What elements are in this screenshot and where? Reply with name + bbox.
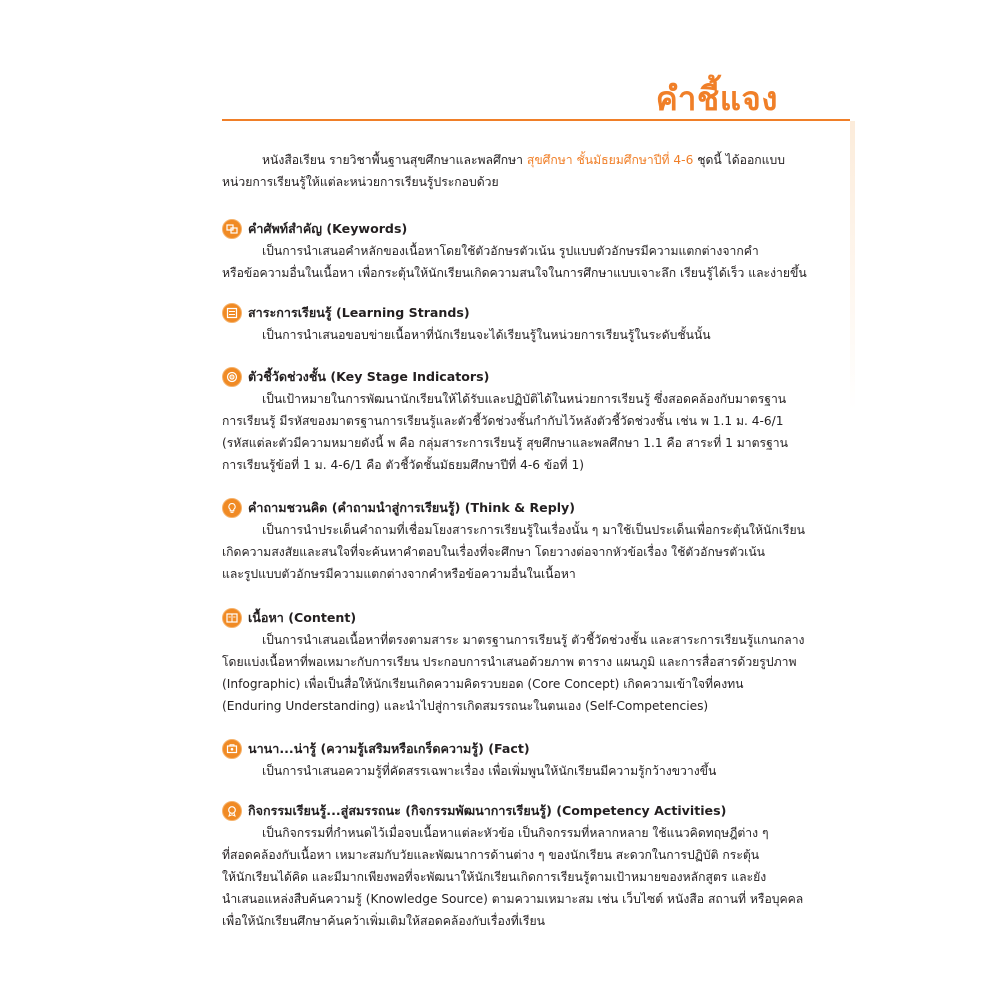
section-heading-row: [222, 607, 802, 629]
section-text-line: เป็นการนำเสนอความรู้ที่คัดสรรเฉพาะเรื่อง เพื่อเพิ่มพูนให้นักเรียนมีความรู้กว้างขวางขึ้น: [262, 764, 717, 778]
section-heading: สาระการเรียนรู้ (Learning Strands): [248, 305, 470, 320]
section-heading-row: [222, 218, 802, 240]
section-text-line: เป็นการนำเสนอคำหลักของเนื้อหาโดยใช้ตัวอักษรตัวเน้น รูปแบบตัวอักษรมีความแตกต่างจากคำ: [262, 244, 759, 258]
section-keywords: [222, 218, 807, 284]
section-text-line: เป็นการนำเสนอเนื้อหาที่ตรงตามสาระ มาตรฐานการเรียนรู้ ตัวชี้วัดช่วงชั้น และสาระการเรียนรู้แกนกลาง: [262, 633, 805, 647]
title-divider: [222, 119, 850, 121]
section-text-line: ให้นักเรียนได้คิด และมีมากเพียงพอที่จะพัฒนาให้นักเรียนเกิดการเรียนรู้ตามเป้าหมายของหลักสูตร และยัง: [222, 870, 767, 884]
competency-icon: [222, 801, 242, 821]
section-content: [222, 607, 805, 717]
section-text-line: (Infographic) เพื่อเป็นสื่อให้นักเรียนเกิดความคิดรวบยอด (Core Concept) เกิดความเข้าใจที่คงทน: [222, 677, 744, 691]
section-text-line: เป็นกิจกรรมที่กำหนดไว้เมื่อจบเนื้อหาแต่ละหัวข้อ เป็นกิจกรรมที่หลากหลาย ใช้แนวคิดทฤษฎีต่าง ๆ: [262, 826, 769, 840]
section-text-line: เป็นการนำประเด็นคำถามที่เชื่อมโยงสาระการเรียนรู้ในเรื่องนั้น ๆ มาใช้เป็นประเด็นเพื่อกระตุ้นให้นักเรียน: [262, 523, 805, 537]
intro-text-before: หนังสือเรียน รายวิชาพื้นฐานสุขศึกษาและพลศึกษา: [262, 153, 527, 167]
section-text-line: หรือข้อความอื่นในเนื้อหา เพื่อกระตุ้นให้นักเรียนเกิดความสนใจในการศึกษาแบบเจาะลึก เรียนรู้ได้เร็ว และง่ายขึ้น: [222, 266, 807, 280]
target-icon: [222, 367, 242, 387]
page-title: คำชี้แจง: [655, 79, 778, 118]
content-icon: [222, 608, 242, 628]
section-heading-row: [222, 497, 802, 519]
section-text-line: (Enduring Understanding) และนำไปสู่การเกิดสมรรถนะในตนเอง (Self-Competencies): [222, 699, 709, 713]
section-heading-row: [222, 302, 802, 324]
section-text-line: เกิดความสงสัยและสนใจที่จะค้นหาคำตอบในเรื่องที่จะศึกษา โดยวางต่อจากหัวข้อเรื่อง ใช้ตัวอักษรตัวเน้น: [222, 545, 766, 559]
section-text-line: (รหัสแต่ละตัวมีความหมายดังนี้ พ คือ กลุ่มสาระการเรียนรู้ สุขศึกษาและพลศึกษา 1.1 คือ สาระที่ 1 มาตรฐาน: [222, 436, 788, 450]
intro-text-after: ชุดนี้ ได้ออกแบบ: [693, 153, 785, 167]
section-heading: คำศัพท์สำคัญ (Keywords): [248, 221, 408, 236]
section-text-line: ที่สอดคล้องกับเนื้อหา เหมาะสมกับวัยและพัฒนาการด้านต่าง ๆ ของนักเรียน สะดวกในการปฏิบัติ กระตุ้น: [222, 848, 760, 862]
learning-strands-icon: [222, 303, 242, 323]
section-learning-strands: [222, 302, 802, 346]
fact-icon: [222, 739, 242, 759]
intro-line-1: [222, 149, 794, 171]
section-heading-row: [222, 366, 802, 388]
decorative-stripe: [850, 121, 855, 411]
intro-line-2: หน่วยการเรียนรู้ให้แต่ละหน่วยการเรียนรู้ประกอบด้วย: [222, 175, 499, 189]
lightbulb-icon: [222, 498, 242, 518]
intro-paragraph: [222, 149, 794, 193]
section-fact: [222, 738, 802, 782]
section-heading-row: [222, 738, 802, 760]
section-text-line: การเรียนรู้ มีรหัสของมาตรฐานการเรียนรู้และตัวชี้วัดช่วงชั้นกำกับไว้หลังตัวชี้วัดช่วงชั้น เช่น พ 1.1 ม. 4-6/1: [222, 414, 784, 428]
section-text-line: และรูปแบบตัวอักษรมีความแตกต่างจากคำหรือข้อความอื่นในเนื้อหา: [222, 567, 576, 581]
section-heading: กิจกรรมเรียนรู้...สู่สมรรถนะ (กิจกรรมพัฒนาการเรียนรู้) (Competency Activities): [248, 803, 727, 818]
section-text-line: โดยแบ่งเนื้อหาที่พอเหมาะกับการเรียน ประกอบการนำเสนอด้วยภาพ ตาราง แผนภูมิ และการสื่อสารด้วยรูปภาพ: [222, 655, 797, 669]
section-text-line: เป็นการนำเสนอขอบข่ายเนื้อหาที่นักเรียนจะได้เรียนรู้ในหน่วยการเรียนรู้ในระดับชั้นนั้น: [262, 328, 711, 342]
section-heading: ตัวชี้วัดช่วงชั้น (Key Stage Indicators): [248, 369, 490, 384]
section-key-stage-indicators: [222, 366, 802, 476]
section-heading: คำถามชวนคิด (คำถามนำสู่การเรียนรู้) (Think & Reply): [248, 500, 576, 515]
section-heading: นานา...น่ารู้ (ความรู้เสริมหรือเกร็ดความรู้) (Fact): [248, 741, 530, 756]
section-heading-row: [222, 800, 802, 822]
section-competency-activities: [222, 800, 802, 932]
keywords-icon: [222, 219, 242, 239]
section-text-line: การเรียนรู้ข้อที่ 1 ม. 4-6/1 คือ ตัวชี้วัดชั้นมัธยมศึกษาปีที่ 4-6 ข้อที่ 1): [222, 458, 584, 472]
section-text-line: นำเสนอแหล่งสืบค้นความรู้ (Knowledge Source) ตามความเหมาะสม เช่น เว็บไซต์ หนังสือ สถานที่ หรือบุคคล: [222, 892, 804, 906]
section-text-line: เพื่อให้นักเรียนศึกษาค้นคว้าเพิ่มเติมให้สอดคล้องกับเรื่องที่เรียน: [222, 914, 545, 928]
intro-highlight: สุขศึกษา ชั้นมัธยมศึกษาปีที่ 4-6: [526, 153, 694, 167]
section-heading: เนื้อหา (Content): [248, 610, 357, 625]
section-think-reply: [222, 497, 805, 585]
section-text-line: เป็นเป้าหมายในการพัฒนานักเรียนให้ได้รับและปฏิบัติได้ในหน่วยการเรียนรู้ ซึ่งสอดคล้องกับมาตรฐาน: [262, 392, 787, 406]
